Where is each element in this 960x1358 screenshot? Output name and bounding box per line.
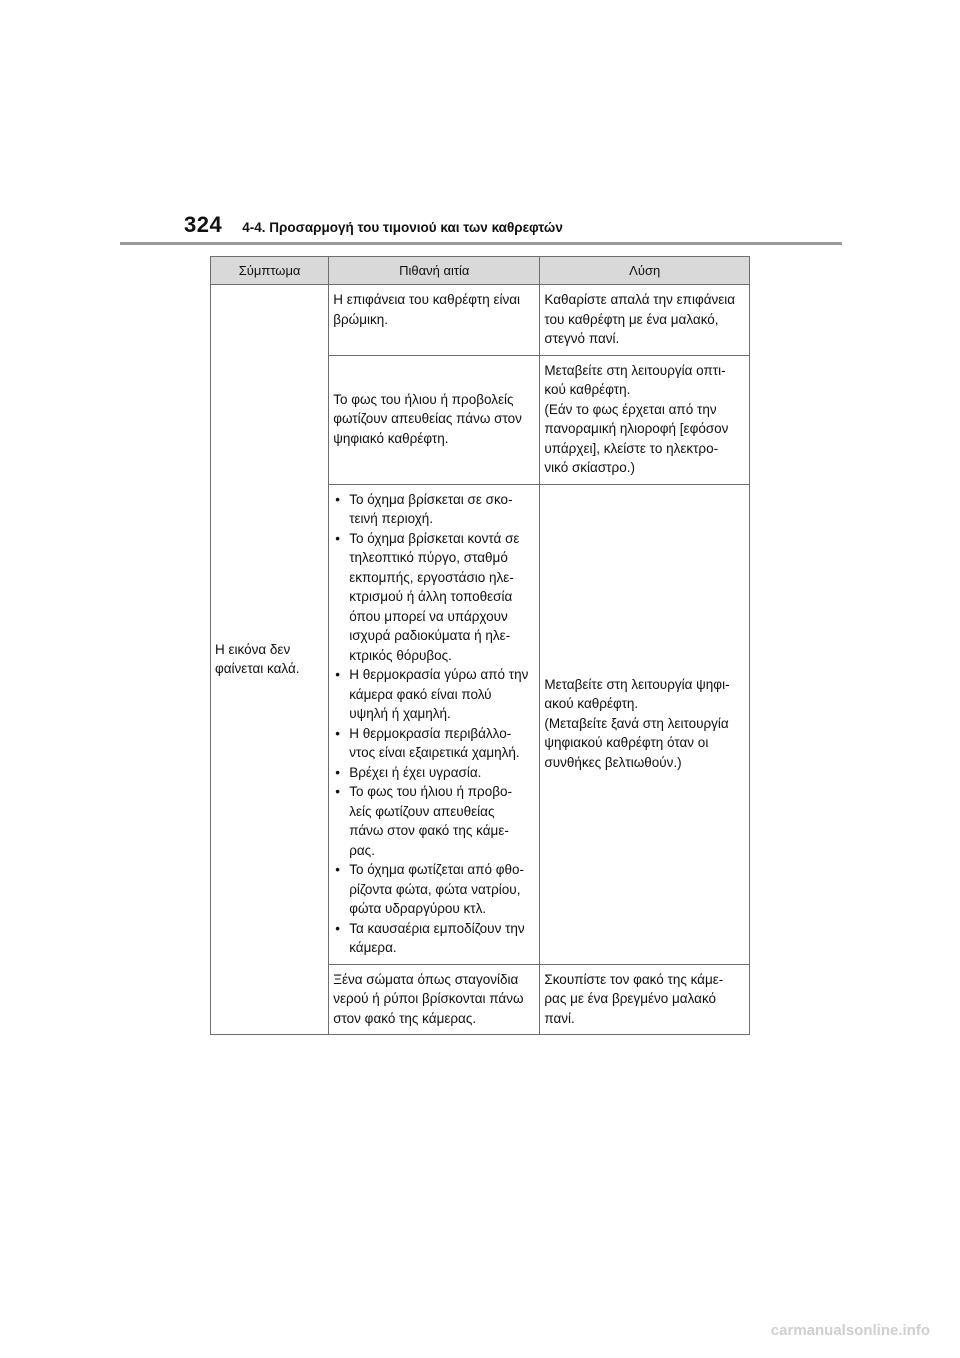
cause-cell: [329, 484, 540, 964]
solution-cell: [540, 484, 750, 964]
solution-line: (Μεταβείτε ξανά στη λειτουργία: [544, 715, 729, 731]
column-header-cause: Πιθανή αιτία: [329, 257, 540, 285]
cause-line: φώτα υδραργύρου κτλ.: [349, 901, 487, 916]
symptom-line: Η εικόνα δεν: [215, 641, 291, 657]
solution-line: Καθαρίστε απαλά την επιφάνεια: [544, 292, 736, 307]
list-item: [333, 763, 534, 783]
section-title: 4-4. Προσαρμογή του τιμονιού και των καθρεφτών: [242, 220, 563, 235]
cause-line: • Η θερμοκρασία περιβάλλο-: [349, 725, 512, 741]
solution-cell: [540, 285, 750, 356]
solution-line: στεγνό πανί.: [544, 331, 620, 346]
solution-line: ρας με ένα βρεγμένο μαλακό: [544, 991, 717, 1006]
cause-line: φωτίζουν απευθείας πάνω στον: [333, 411, 522, 427]
cause-line: πάνω στον φακό της κάμε-: [349, 823, 509, 838]
site-watermark: carmanualsonline.info: [770, 1322, 930, 1339]
solution-cell: [540, 355, 750, 484]
cause-line: Ξένα σώματα όπως σταγονίδια: [333, 971, 519, 987]
cause-line: ντος είναι εξαιρετικά χαμηλή.: [349, 745, 520, 760]
solution-line: Σκουπίστε τον φακό της κάμε-: [544, 971, 724, 987]
cause-line: κάμερα φακό είναι πολύ: [349, 686, 492, 702]
cause-line: τηλεοπτικό πύργο, σταθμό: [349, 550, 508, 565]
cause-line: κάμερα.: [349, 940, 397, 955]
cause-cell: [329, 355, 540, 484]
symptom-line: φαίνεται καλά.: [215, 661, 300, 676]
cause-line: όπου μπορεί να υπάρχουν: [349, 608, 508, 624]
table-row: [211, 285, 750, 356]
solution-line: υπάρχει], κλείστε το ηλεκτρο-: [544, 440, 719, 456]
cause-line: υψηλή ή χαμηλή.: [349, 706, 451, 721]
list-item: [333, 490, 534, 529]
cause-cell: [329, 285, 540, 356]
list-item: [333, 860, 534, 919]
list-item: [333, 782, 534, 860]
page-number: 324: [184, 212, 223, 237]
cause-line: ισχυρά ραδιοκύματα ή ηλε-: [349, 628, 511, 643]
page-header: [184, 212, 563, 238]
cause-line: στον φακό της κάμερας.: [333, 1010, 477, 1026]
troubleshooting-table: [210, 256, 750, 1035]
table-header-row: [211, 257, 750, 285]
cause-line: κτρικός θόρυβος.: [349, 647, 452, 663]
cause-list: [333, 490, 534, 958]
cause-line: ρίζοντα φώτα, φώτα νατρίου,: [349, 881, 521, 897]
cause-line: • Η θερμοκρασία γύρω από την: [349, 667, 529, 682]
cause-line: • Βρέχει ή έχει υγρασία.: [349, 764, 482, 780]
cause-line: ρας.: [349, 842, 375, 858]
cause-line: ψηφιακό καθρέφτη.: [333, 430, 449, 446]
header-rule: [120, 242, 842, 245]
list-item: [333, 724, 534, 763]
list-item: [333, 665, 534, 724]
cause-line: εκπομπής, εργοστάσιο ηλε-: [349, 569, 514, 585]
solution-line: του καθρέφτη με ένα μαλακό,: [544, 311, 719, 327]
cause-line: Η επιφάνεια του καθρέφτη είναι: [333, 292, 521, 307]
solution-line: Μεταβείτε στη λειτουργία ψηφι-: [544, 676, 730, 692]
solution-cell: [540, 964, 750, 1035]
solution-line: πανί.: [544, 1010, 575, 1026]
solution-line: (Εάν το φως έρχεται από την: [544, 401, 717, 417]
cause-line: • Το όχημα βρίσκεται κοντά σε: [349, 530, 520, 546]
solution-line: ψηφιακού καθρέφτη όταν οι: [544, 735, 709, 751]
cause-line: τεινή περιοχή.: [349, 511, 434, 526]
cause-cell: [329, 964, 540, 1035]
solution-line: κού καθρέφτη.: [544, 382, 631, 397]
list-item: [333, 529, 534, 666]
cause-line: νερού ή ρύποι βρίσκονται πάνω: [333, 991, 524, 1006]
solution-line: ακού καθρέφτη.: [544, 696, 639, 712]
column-header-symptom: Σύμπτωμα: [211, 257, 329, 285]
list-item: [333, 919, 534, 958]
cause-line: • Τα καυσαέρια εμποδίζουν την: [349, 920, 525, 936]
cause-line: κτρισμού ή άλλη τοποθεσία: [349, 589, 513, 604]
cause-line: λείς φωτίζουν απευθείας: [349, 803, 495, 819]
cause-line: • Το όχημα φωτίζεται από φθο-: [349, 862, 525, 877]
solution-line: Μεταβείτε στη λειτουργία οπτι-: [544, 362, 726, 378]
column-header-solution: Λύση: [540, 257, 750, 285]
cause-line: βρώμικη.: [333, 311, 388, 327]
solution-line: συνθήκες βελτιωθούν.): [544, 754, 682, 770]
solution-line: νικό σκίαστρο.): [544, 460, 635, 475]
cause-line: Το φως του ήλιου ή προβολείς: [333, 391, 514, 407]
symptom-cell: [211, 285, 329, 1035]
cause-line: • Το φως του ήλιου ή προβο-: [349, 784, 512, 799]
cause-line: • Το όχημα βρίσκεται σε σκο-: [349, 491, 513, 507]
solution-line: πανοραμική ηλιοροφή [εφόσον: [544, 421, 729, 436]
